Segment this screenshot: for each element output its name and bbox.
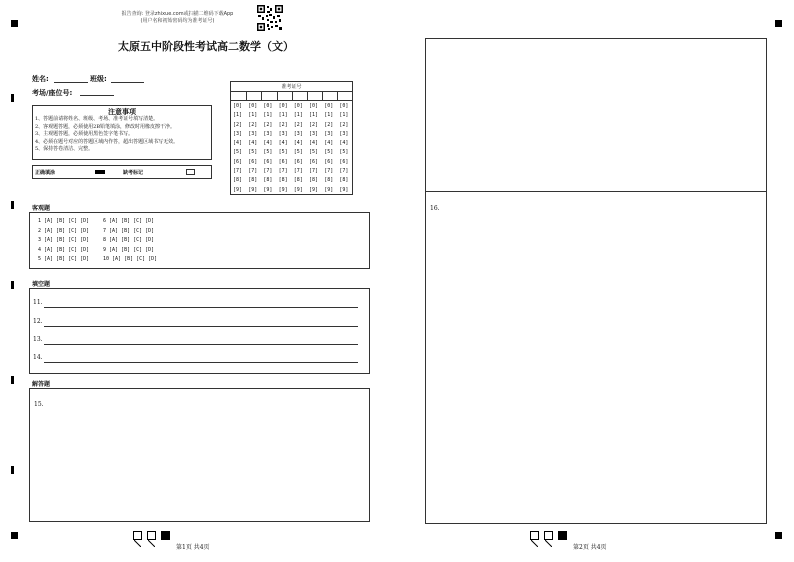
exam-id-bubble[interactable]: [8]: [263, 177, 273, 184]
exam-id-column-divider: [337, 91, 338, 100]
exam-id-bubble[interactable]: [1]: [248, 112, 258, 119]
blank-number: 13.: [33, 336, 43, 343]
exam-id-bubble[interactable]: [4]: [233, 140, 243, 147]
blank-answer-line[interactable]: [44, 362, 358, 363]
exam-id-bubble[interactable]: [1]: [278, 112, 288, 119]
exam-id-column: [279, 102, 288, 195]
exam-id-bubble[interactable]: [5]: [248, 149, 258, 156]
exam-id-bubble[interactable]: [2]: [293, 121, 303, 128]
exam-id-bubble[interactable]: [9]: [293, 186, 303, 193]
exam-id-bubble[interactable]: [4]: [248, 140, 258, 147]
exam-id-bubble[interactable]: [9]: [324, 186, 334, 193]
corner-mark-bottom-right: [775, 532, 782, 539]
exam-id-bubble[interactable]: [2]: [309, 121, 319, 128]
exam-id-bubble[interactable]: [5]: [309, 149, 319, 156]
exam-id-bubble[interactable]: [3]: [278, 130, 288, 137]
blank-answer-line[interactable]: [44, 344, 358, 345]
exam-id-bubble[interactable]: [6]: [248, 158, 258, 165]
room-seat-field[interactable]: [80, 95, 114, 96]
corner-mark-top-left: [11, 20, 18, 27]
answer-box-continued[interactable]: [425, 38, 767, 192]
exam-id-column-divider: [277, 91, 278, 100]
exam-id-bubble[interactable]: [4]: [324, 140, 334, 147]
exam-id-bubble[interactable]: [8]: [293, 177, 303, 184]
exam-id-bubble[interactable]: [8]: [278, 177, 288, 184]
exam-id-bubble[interactable]: [6]: [324, 158, 334, 165]
missing-mark-label: 缺考标记: [123, 170, 144, 176]
objective-row[interactable]: 8 [A] [B] [C] [D]: [103, 237, 155, 243]
exam-id-bubble[interactable]: [1]: [309, 112, 319, 119]
exam-id-bubble[interactable]: [3]: [248, 130, 258, 137]
timing-mark: [11, 281, 14, 289]
objective-row[interactable]: 9 [A] [B] [C] [D]: [103, 246, 155, 253]
exam-id-bubble[interactable]: [5]: [278, 149, 288, 156]
blank-answer-line[interactable]: [44, 326, 358, 327]
exam-id-bubble[interactable]: [2]: [263, 121, 273, 128]
exam-id-bubble[interactable]: [2]: [339, 121, 349, 128]
correct-fill-sample: [95, 170, 105, 174]
exam-id-bubble[interactable]: [7]: [324, 168, 334, 175]
answer-box-16[interactable]: [425, 191, 767, 524]
exam-id-column: [309, 102, 318, 195]
exam-id-bubble[interactable]: [9]: [233, 186, 243, 193]
exam-id-bubble[interactable]: [0]: [233, 103, 243, 109]
page-marker-box: [133, 531, 142, 540]
exam-id-bubble[interactable]: [5]: [339, 149, 349, 156]
page-marker-filled: [161, 531, 170, 540]
exam-id-bubble[interactable]: [7]: [278, 168, 288, 175]
blank-answer-line[interactable]: [44, 307, 358, 308]
header-line-1: 报告查询: 登录zhixue.com或扫描二维码下载App: [121, 11, 234, 17]
qr-code-image[interactable]: [257, 5, 283, 31]
blank-number: 11.: [33, 299, 43, 306]
timing-mark: [11, 201, 14, 209]
objective-row[interactable]: 7 [A] [B] [C] [D]: [103, 227, 155, 234]
exam-id-bubble[interactable]: [7]: [263, 168, 273, 175]
exam-id-column: [294, 102, 303, 195]
exam-id-bubble[interactable]: [0]: [248, 103, 258, 109]
exam-id-bubble[interactable]: [0]: [339, 103, 349, 109]
page-marker-box: [147, 531, 156, 540]
notice-item: 1、答题前请将姓名、班级、考场、准考证号填写清楚。: [35, 116, 159, 122]
timing-mark: [11, 376, 14, 384]
exam-id-divider: [231, 100, 352, 101]
blank-number: 14.: [33, 354, 43, 361]
exam-id-bubble[interactable]: [2]: [324, 121, 334, 128]
notice-item: 2、客观题答题，必须使用2B铅笔填涂，修改时用橡皮擦干净。: [35, 123, 176, 130]
exam-id-bubble[interactable]: [0]: [293, 103, 303, 109]
fill-blank-section-title: 填空题: [32, 281, 51, 288]
notice-list: [35, 116, 211, 154]
exam-id-bubble[interactable]: [3]: [263, 130, 273, 137]
exam-id-bubble[interactable]: [1]: [233, 112, 243, 119]
exam-id-bubble[interactable]: [0]: [309, 103, 319, 109]
exam-id-bubble[interactable]: [2]: [248, 121, 258, 128]
exam-id-bubble[interactable]: [5]: [293, 149, 303, 156]
exam-id-column: [263, 102, 272, 195]
exam-id-column-divider: [292, 91, 293, 100]
exam-id-bubble[interactable]: [8]: [233, 177, 243, 184]
exam-id-column: [233, 102, 242, 195]
question-number-15: 15.: [34, 401, 44, 408]
exam-id-bubble[interactable]: [8]: [339, 177, 349, 184]
exam-id-bubble[interactable]: [4]: [309, 140, 319, 147]
exam-id-bubble[interactable]: [6]: [309, 158, 319, 165]
exam-id-column-divider: [261, 91, 262, 100]
notice-item: 3、主观题答题，必须使用黑色签字笔书写。: [35, 131, 134, 137]
room-seat-label: 考场/座位号:: [32, 89, 73, 97]
exam-id-bubble[interactable]: [3]: [293, 130, 303, 137]
exam-id-bubble[interactable]: [4]: [293, 140, 303, 147]
question-number-16: 16.: [430, 205, 440, 212]
header-info: [110, 11, 245, 25]
exam-id-bubble[interactable]: [3]: [233, 130, 243, 137]
exam-id-bubble[interactable]: [2]: [233, 121, 243, 128]
objective-right-column: [103, 217, 157, 265]
exam-id-bubble[interactable]: [4]: [278, 140, 288, 147]
notice-title: 注意事项: [108, 108, 136, 116]
exam-id-bubble[interactable]: [6]: [278, 158, 288, 165]
exam-id-column: [339, 102, 348, 195]
exam-id-bubble[interactable]: [7]: [233, 168, 243, 175]
exam-id-bubble[interactable]: [5]: [233, 149, 243, 156]
page-marker-box: [530, 531, 539, 540]
objective-box: [29, 212, 370, 269]
answer-section-title: 解答题: [32, 381, 51, 388]
answer-box-15[interactable]: [29, 388, 370, 522]
exam-id-bubble[interactable]: [4]: [339, 140, 349, 147]
exam-id-bubble[interactable]: [6]: [293, 158, 303, 165]
exam-id-bubble[interactable]: [2]: [278, 121, 288, 128]
objective-row[interactable]: 10 [A] [B] [C] [D]: [103, 256, 158, 262]
exam-id-bubble[interactable]: [5]: [263, 149, 273, 156]
exam-id-box: [230, 81, 353, 195]
notice-item: 5、保持答卷清洁、完整。: [35, 146, 94, 152]
exam-id-bubble[interactable]: [5]: [324, 149, 334, 156]
exam-id-bubble[interactable]: [3]: [309, 130, 319, 137]
exam-id-column-divider: [322, 91, 323, 100]
exam-id-column-divider: [246, 91, 247, 100]
exam-id-title: 准考证号: [281, 84, 302, 90]
exam-id-bubble[interactable]: [0]: [324, 103, 334, 109]
objective-row[interactable]: 2 [A] [B] [C] [D]: [38, 227, 90, 234]
exam-id-bubble[interactable]: [7]: [309, 168, 319, 175]
objective-row[interactable]: 6 [A] [B] [C] [D]: [103, 218, 155, 224]
name-field[interactable]: [54, 82, 88, 83]
exam-id-bubble[interactable]: [3]: [324, 130, 334, 137]
blank-number: 12.: [33, 318, 43, 325]
exam-id-bubble[interactable]: [0]: [263, 103, 273, 109]
corner-mark-bottom-left: [11, 532, 18, 539]
exam-id-bubble[interactable]: [7]: [248, 168, 258, 175]
notice-box: [32, 105, 212, 160]
fill-blank-box: [29, 288, 370, 374]
page-marker-box: [544, 531, 553, 540]
timing-mark: [11, 466, 14, 474]
objective-row[interactable]: 4 [A] [B] [C] [D]: [38, 246, 90, 253]
exam-id-bubble[interactable]: [1]: [293, 112, 303, 119]
exam-id-bubble[interactable]: [6]: [263, 158, 273, 165]
name-label: 姓名:: [32, 75, 49, 83]
corner-mark-top-right: [775, 20, 782, 27]
exam-id-bubble[interactable]: [3]: [339, 130, 349, 137]
timing-mark: [11, 94, 14, 102]
exam-id-bubble[interactable]: [9]: [309, 186, 319, 193]
exam-id-bubble[interactable]: [4]: [263, 140, 273, 147]
objective-row[interactable]: 3 [A] [B] [C] [D]: [38, 237, 90, 243]
exam-id-bubble[interactable]: [6]: [339, 158, 349, 165]
exam-id-bubble[interactable]: [7]: [339, 168, 349, 175]
page-number-1: 第1页 共4页: [176, 544, 210, 551]
exam-id-bubble[interactable]: [1]: [263, 112, 273, 119]
class-label: 班级:: [90, 75, 107, 83]
exam-id-column: [248, 102, 257, 195]
fill-example-box: [32, 165, 212, 179]
notice-item: 4、必须在题号对应的答题区域内作答，超出答题区域书写无效。: [35, 138, 179, 145]
exam-id-bubble[interactable]: [8]: [309, 177, 319, 184]
exam-id-bubble[interactable]: [9]: [248, 186, 258, 193]
page-marker-filled: [558, 531, 567, 540]
correct-fill-label: 正确填涂: [35, 170, 56, 176]
objective-row[interactable]: 1 [A] [B] [C] [D]: [38, 218, 90, 224]
exam-id-bubble[interactable]: [1]: [339, 112, 349, 119]
exam-id-bubble[interactable]: [8]: [248, 177, 258, 184]
objective-row[interactable]: 5 [A] [B] [C] [D]: [38, 256, 90, 262]
exam-id-bubble[interactable]: [9]: [339, 186, 349, 193]
missing-mark-checkbox[interactable]: [186, 169, 195, 175]
exam-id-bubble[interactable]: [9]: [263, 186, 273, 193]
page-number-2: 第2页 共4页: [573, 544, 607, 551]
header-line-2: (用户名和初始密码均为准考证号): [140, 18, 215, 24]
objective-left-column: [38, 217, 89, 265]
exam-id-column: [324, 102, 333, 195]
class-field[interactable]: [111, 82, 144, 83]
exam-id-bubble[interactable]: [8]: [324, 177, 334, 184]
exam-id-bubble[interactable]: [6]: [233, 158, 243, 165]
objective-section-title: 客观题: [32, 205, 51, 212]
exam-id-bubble[interactable]: [9]: [278, 186, 288, 193]
exam-id-column-divider: [307, 91, 308, 100]
exam-id-bubble[interactable]: [0]: [278, 103, 288, 109]
exam-id-bubble[interactable]: [7]: [293, 168, 303, 175]
exam-id-bubble[interactable]: [1]: [324, 112, 334, 119]
page-title: 太原五中阶段性考试高二数学（文）: [118, 40, 294, 53]
